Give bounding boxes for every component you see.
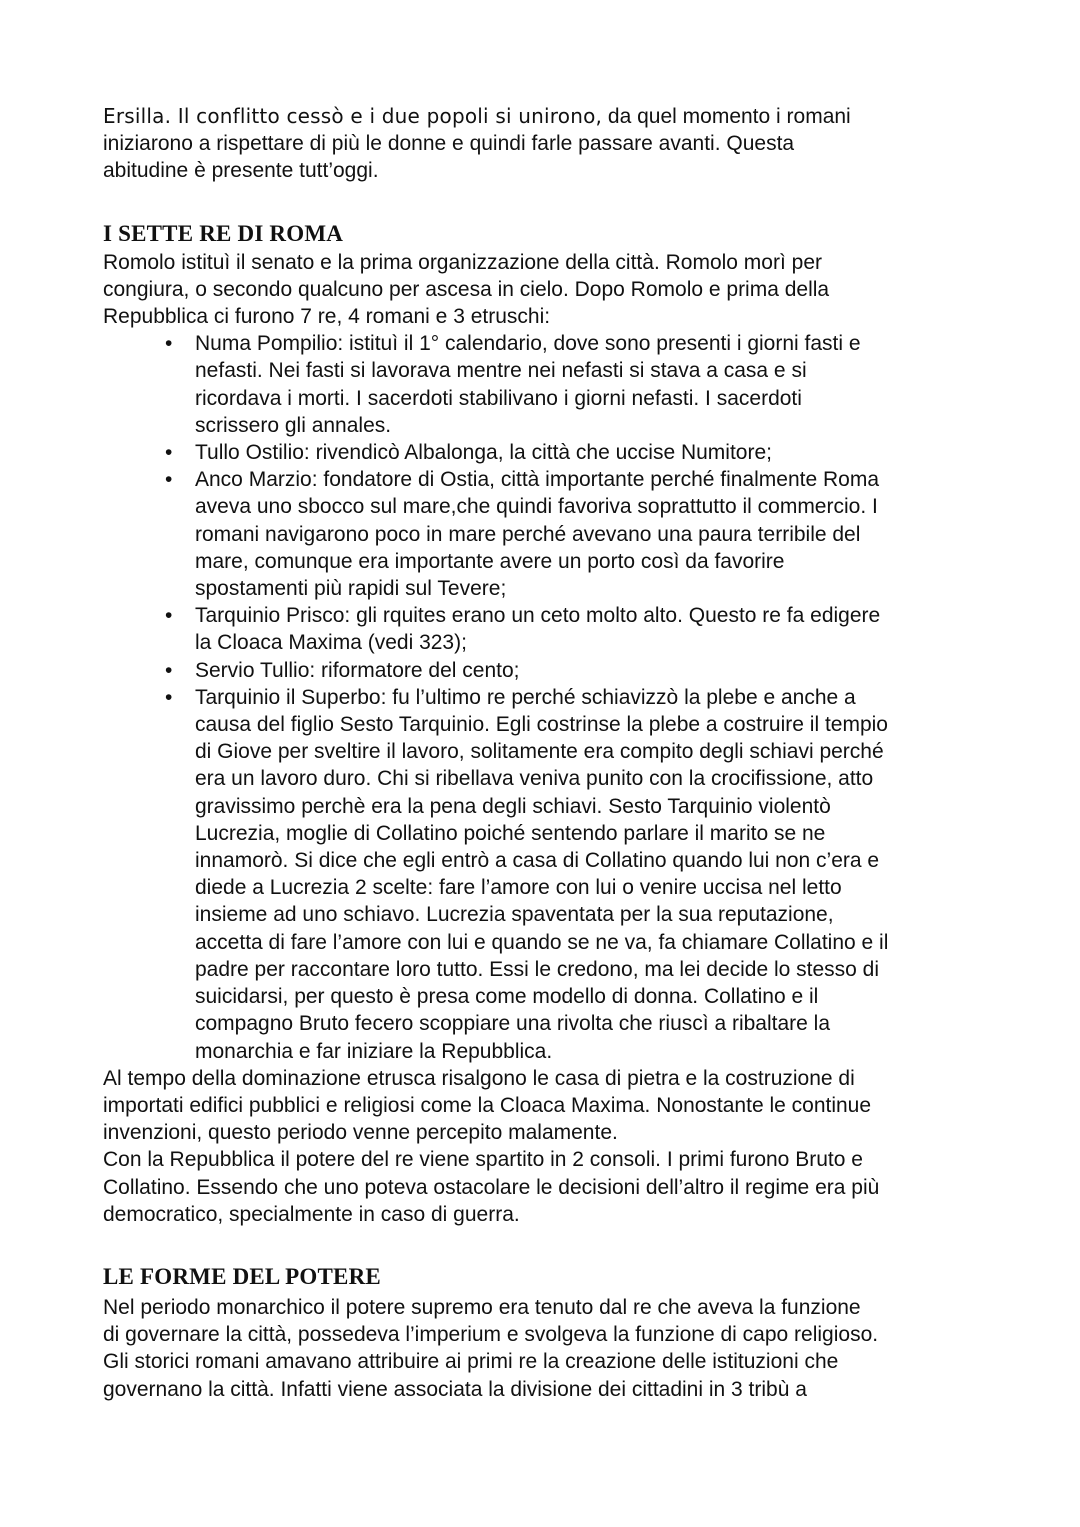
paragraph-line: Collatino. Essendo che uno poteva ostacolare le decisioni dell’altro il regime era più: [103, 1175, 880, 1199]
list-item-line: mare, comunque era importante avere un porto così da favorire: [195, 549, 785, 573]
list-item-servio-tullio: [103, 657, 983, 684]
intro-line-1: [103, 103, 983, 130]
section-heading-forme-del-potere: LE FORME DEL POTERE: [103, 1263, 381, 1289]
list-item-line: romani navigarono poco in mare perché avevano una paura terribile del: [195, 522, 861, 546]
etruscan-period-paragraph: [103, 1065, 983, 1228]
kings-list: [103, 330, 983, 1064]
list-item-line: la Cloaca Maxima (vedi 323);: [195, 631, 467, 655]
list-item-line: di Giove per sveltire il lavoro, solitamente era compito degli schiavi perché: [195, 740, 884, 764]
list-item-line: accetta di fare l’amore con lui e quando se ne va, fa chiamare Collatino e il: [195, 930, 889, 954]
list-item-line: insieme ad uno schiavo. Lucrezia spaventata per la sua reputazione,: [195, 903, 834, 927]
paragraph-line: Gli storici romani amavano attribuire ai primi re la creazione delle istituzioni che: [103, 1350, 839, 1374]
list-item-line: suicidarsi, per questo è presa come modello di donna. Collatino e il: [195, 985, 819, 1009]
paragraph-line: importati edifici pubblici e religiosi come la Cloaca Maxima. Nonostante le continue: [103, 1093, 872, 1117]
paragraph-line: governano la città. Infatti viene associata la divisione dei cittadini in 3 tribù a: [103, 1377, 807, 1401]
intro-line-2: iniziarono a rispettare di più le donne e quindi farle passare avanti. Questa: [103, 132, 795, 156]
list-item-line: Tarquinio Prisco: gli rquites erano un ceto molto alto. Questo re fa edigere: [195, 604, 881, 628]
list-item-line: diede a Lucrezia 2 scelte: fare l’amore con lui o venire uccisa nel letto: [195, 876, 842, 900]
list-item-line: padre per raccontare loro tutto. Essi le credono, ma lei decide lo stesso di: [195, 957, 880, 981]
list-item-line: Tarquinio il Superbo: fu l’ultimo re perché schiavizzò la plebe e anche a: [195, 685, 856, 709]
list-item-line: Lucrezia, moglie di Collatino poiché sentendo parlare il marito se ne: [195, 821, 826, 845]
list-item-line: Servio Tullio: riformatore del cento;: [195, 658, 520, 682]
bullet-icon: •: [165, 332, 173, 356]
list-item-line: aveva uno sbocco sul mare,che quindi favoriva soprattutto il commercio. I: [195, 495, 878, 519]
bullet-icon: •: [165, 658, 173, 682]
intro-line-1-part-b: da quel momento i romani: [602, 105, 851, 128]
bullet-icon: •: [165, 468, 173, 492]
bullet-icon: •: [165, 441, 173, 465]
list-item-line: ricordava i morti. I sacerdoti stabilivano i giorni nefasti. I sacerdoti: [195, 386, 802, 410]
paragraph-line: invenzioni, questo periodo venne percepito malamente.: [103, 1121, 618, 1145]
bullet-icon: •: [165, 604, 173, 628]
list-item-line: era un lavoro duro. Chi si ribellava veniva punito con la crocifissione, atto: [195, 767, 874, 791]
paragraph-line: di governare la città, possedeva l’imperium e svolgeva la funzione di capo religioso.: [103, 1323, 879, 1347]
paragraph-line: Romolo istituì il senato e la prima organizzazione della città. Romolo morì per: [103, 250, 822, 274]
paragraph-line: Repubblica ci furono 7 re, 4 romani e 3 etruschi:: [103, 305, 551, 329]
list-item-line: Anco Marzio: fondatore di Ostia, città importante perché finalmente Roma: [195, 468, 879, 492]
paragraph-line: Al tempo della dominazione etrusca risalgono le casa di pietra e la costruzione di: [103, 1066, 855, 1090]
list-item-line: causa del figlio Sesto Tarquinio. Egli costrinse la plebe a costruire il tempio: [195, 713, 888, 737]
list-item-line: nefasti. Nei fasti si lavorava mentre nei nefasti si stava a casa e si: [195, 359, 807, 383]
paragraph-line: Con la Repubblica il potere del re viene spartito in 2 consoli. I primi furono Bruto e: [103, 1148, 863, 1172]
bullet-icon: •: [165, 685, 173, 709]
intro-paragraph: [103, 103, 983, 185]
paragraph-line: congiura, o secondo qualcuno per ascesa in cielo. Dopo Romolo e prima della: [103, 277, 830, 301]
paragraph-line: democratico, specialmente in caso di guerra.: [103, 1202, 520, 1226]
document-page: [103, 103, 983, 1403]
list-item-anco-marzio: [103, 466, 983, 602]
intro-line-3: abitudine è presente tutt’oggi.: [103, 159, 379, 183]
section-heading-sette-re: I SETTE RE DI ROMA: [103, 220, 344, 246]
list-item-line: Numa Pompilio: istituì il 1° calendario, dove sono presenti i giorni fasti e: [195, 332, 861, 356]
paragraph-line: Nel periodo monarchico il potere supremo era tenuto dal re che aveva la funzione: [103, 1295, 861, 1319]
list-item-line: compagno Bruto fecero scoppiare una rivolta che riuscì a ribaltare la: [195, 1012, 831, 1036]
list-item-tullo-ostilio: [103, 439, 983, 466]
list-item-numa-pompilio: [103, 330, 983, 439]
list-item-line: gravissimo perchè era la pena degli schiavi. Sesto Tarquinio violentò: [195, 794, 831, 818]
sette-re-intro-paragraph: [103, 249, 983, 331]
list-item-line: monarchia e far iniziare la Repubblica.: [195, 1039, 553, 1063]
list-item-tarquinio-il-superbo: [103, 684, 983, 1065]
list-item-line: Tullo Ostilio: rivendicò Albalonga, la città che uccise Numitore;: [195, 441, 772, 465]
list-item-line: innamorò. Si dice che egli entrò a casa di Collatino quando lui non c’era e: [195, 849, 880, 873]
list-item-line: scrissero gli annales.: [195, 413, 392, 437]
intro-line-1-part-a: Ersilla. Il conflitto cessò e i due popoli si unirono,: [103, 104, 603, 128]
forme-del-potere-paragraph: [103, 1294, 983, 1403]
list-item-line: spostamenti più rapidi sul Tevere;: [195, 577, 507, 601]
list-item-tarquinio-prisco: [103, 602, 983, 656]
